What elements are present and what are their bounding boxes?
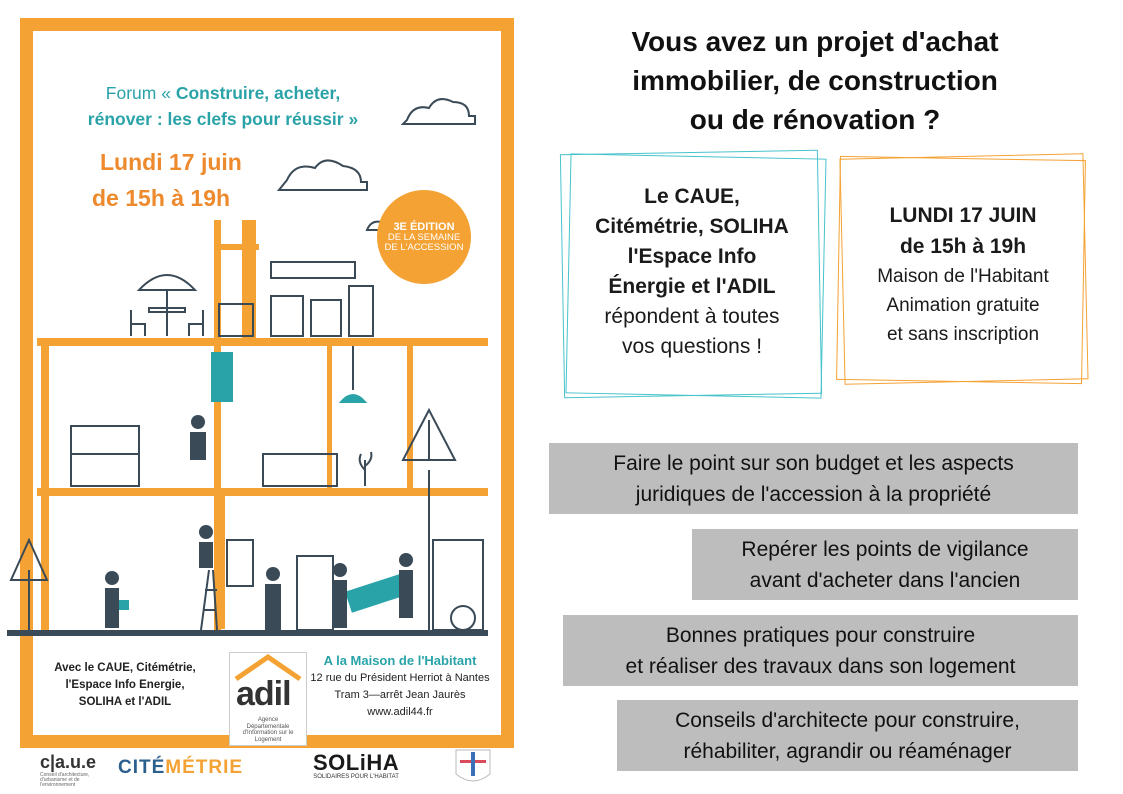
date-line1: LUNDI 17 JUIN [889,204,1037,227]
partners-box [558,150,826,400]
soliha-sub: SOLIDAIRES POUR L'HABITAT [313,774,399,780]
cloud-icon [279,160,367,190]
badge-line1: DE LA SEMAINE [387,232,461,243]
date-message [836,200,1090,349]
date-line5: et sans inscription [886,324,1040,345]
soliha-word: SOLiHA [313,750,400,775]
date-line4: Animation gratuite [886,295,1040,316]
topic-line: avant d'acheter dans l'ancien [749,569,1021,592]
badge-line2: DE L'ACCESSION [384,242,464,253]
topic-line: Faire le point sur son budget et les aspects [613,452,1014,475]
worker-icon [333,563,347,577]
address-place: A la Maison de l'Habitant [323,653,477,668]
partners-line1: Le CAUE, [644,185,740,208]
adil-logo [229,652,307,746]
address-street: 12 rue du Président Herriot à Nantes [310,672,490,684]
topic-line: Bonnes pratiques pour construire [665,624,976,647]
forum-title-line2: rénover : les clefs pour réussir [87,109,344,129]
chair-icon [131,310,145,336]
caue-word: c|a.u.e [40,752,97,772]
partners-line6: vos questions ! [621,335,763,358]
fridge-icon [349,286,373,336]
bunk-bed-icon [71,426,139,486]
oven-icon [271,296,303,336]
sofa-icon [263,454,337,486]
worker-icon [266,567,280,581]
worker-icon [191,415,205,429]
forum-date-day: Lundi 17 juin [100,149,242,175]
date-box [836,154,1090,386]
forum-suffix: » [343,109,359,129]
chair-icon [189,310,203,336]
partners-line5: répondent à toutes [604,305,780,328]
topic-line: Repérer les points de vigilance [741,538,1029,561]
stove-icon [311,300,341,336]
event-address [300,652,500,721]
forum-prefix: Forum « [105,83,176,103]
address-tram: Tram 3—arrêt Jean Jaurès [334,689,466,701]
forum-date-hours: de 15h à 19h [92,185,231,211]
partners-line3: l'Espace Info [627,245,757,268]
edition-badge [377,190,471,284]
topic-line: Conseils d'architecte pour construire, [675,709,1020,732]
date-line2: de 15h à 19h [899,235,1027,258]
partners-message [558,182,826,362]
worker-icon [199,525,213,539]
headline-line1: Vous avez un projet d'achat [631,26,999,57]
caue-sub: Conseil d'architecture, d'urbanisme et de l'environnement [40,772,90,788]
cloud-icon [403,99,475,124]
topic-line: réhabiliter, agrandir ou réaménager [683,740,1012,763]
worker-icon [399,553,413,567]
door-icon [297,556,333,630]
cite-a: CITÉ [118,757,166,778]
poster-partners [40,660,210,711]
topic-architect-advice [617,700,1078,771]
headline-line2: immobilier, de construction [632,65,998,96]
partners-line4: Énergie et l'ADIL [608,275,776,298]
loire-atlantique-badge-icon [452,748,494,788]
address-web: www.adil44.fr [367,706,433,718]
window-icon [227,540,253,586]
partners-line2: Citémétrie, SOLIHA [595,215,789,238]
poster-partners-line2: l'Espace Info Energie, [65,679,185,691]
adil-sub: Agence Départementale d'Information sur le Logement [242,717,294,743]
kitchen-cabinet-icon [271,262,355,278]
date-line3: Maison de l'Habitant [877,266,1049,287]
topic-budget [549,443,1078,514]
forum-title-line1: Construire, acheter, [175,83,341,103]
topic-vigilance [692,529,1078,600]
soliha-logo [313,750,399,780]
worker-icon [105,571,119,585]
topic-line: et réaliser des travaux dans son logement [625,655,1016,678]
lamp-icon [341,395,365,402]
poster-partners-line1: Avec le CAUE, Citémétrie, [54,662,196,674]
cite-b: MÉTRIE [165,757,244,778]
adil-word: adil [236,675,291,713]
poster-partners-line3: SOLIHA et l'ADIL [78,696,172,708]
house-illustration [7,70,488,650]
topic-line: juridiques de l'accession à la propriété [635,483,992,506]
citemetrie-logo [118,757,243,779]
badge-edition: 3E ÉDITION [393,221,455,233]
headline [560,22,1070,139]
parasol-icon [139,275,195,290]
topic-good-practices [563,615,1078,686]
caue-logo [40,752,100,788]
plant-icon [360,452,372,486]
headline-line3: ou de rénovation ? [689,104,941,135]
